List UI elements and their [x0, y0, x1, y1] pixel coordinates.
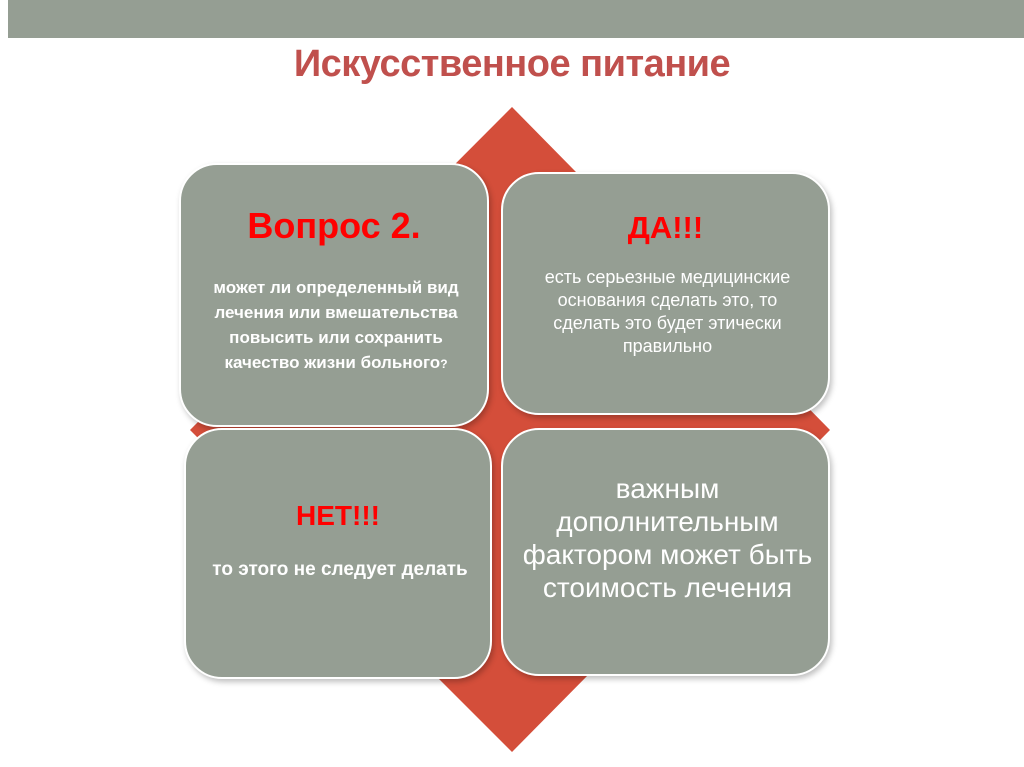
question-text-block [203, 275, 469, 377]
yes-text: есть серьезные медицинские основания сделать это, то сделать это будет этически правильно [544, 267, 791, 356]
no-heading: НЕТ!!! [296, 500, 380, 531]
question-heading: Вопрос 2. [247, 205, 421, 246]
factor-text: важным дополнительным фактором может быть стоимость лечения [522, 473, 813, 603]
question-mark: ? [440, 357, 448, 371]
yes-heading: ДА!!! [627, 210, 704, 245]
question-text: может ли определенный вид лечения или вмешательства повысить или сохранить качество жизни больного [213, 278, 459, 372]
no-box [184, 428, 492, 679]
question-box [179, 163, 489, 427]
factor-box [501, 428, 830, 676]
no-text: то этого не следует делать [212, 559, 468, 580]
slide-title: Искусственное питание [293, 43, 731, 85]
yes-box [501, 172, 830, 415]
